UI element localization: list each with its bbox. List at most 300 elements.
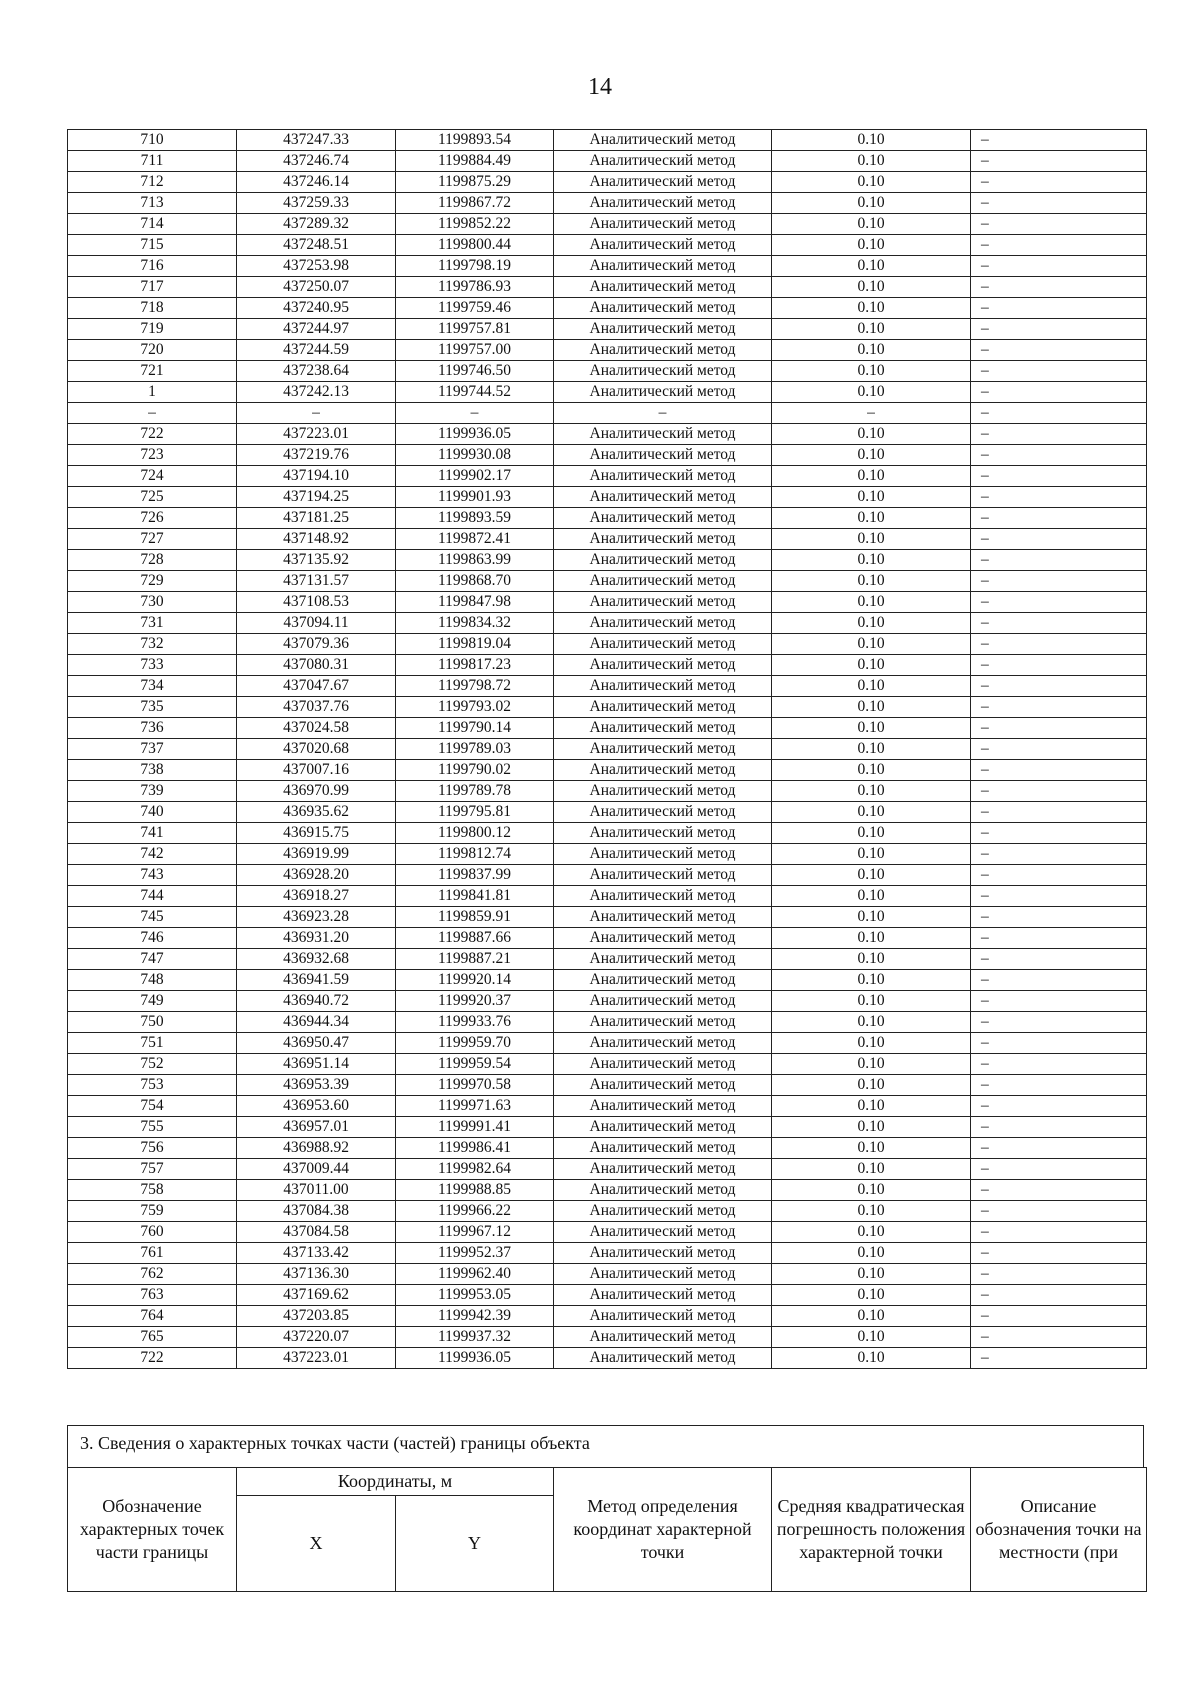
cell-method: Аналитический метод	[554, 214, 772, 235]
table-row	[68, 298, 1147, 319]
cell-point: 746	[68, 928, 237, 949]
cell-error: 0.10	[772, 886, 971, 907]
cell-y: 1199859.91	[396, 907, 554, 928]
cell-point: 715	[68, 235, 237, 256]
cell-error: 0.10	[772, 571, 971, 592]
cell-method: Аналитический метод	[554, 613, 772, 634]
header-x: X	[237, 1496, 396, 1592]
table-row	[68, 718, 1147, 739]
cell-description: –	[971, 466, 1147, 487]
cell-error: 0.10	[772, 718, 971, 739]
cell-y: 1199933.76	[396, 1012, 554, 1033]
cell-error: 0.10	[772, 655, 971, 676]
cell-x: 437246.74	[237, 151, 396, 172]
table-row	[68, 802, 1147, 823]
cell-point: 765	[68, 1327, 237, 1348]
header-method: Метод определения координат характерной точки	[554, 1468, 772, 1592]
cell-y: 1199819.04	[396, 634, 554, 655]
cell-point: 754	[68, 1096, 237, 1117]
cell-description: –	[971, 1075, 1147, 1096]
cell-description: –	[971, 277, 1147, 298]
cell-description: –	[971, 1054, 1147, 1075]
cell-x: 437020.68	[237, 739, 396, 760]
cell-x: 437047.67	[237, 676, 396, 697]
cell-error: 0.10	[772, 529, 971, 550]
cell-method: Аналитический метод	[554, 1306, 772, 1327]
cell-y: 1199962.40	[396, 1264, 554, 1285]
cell-description: –	[971, 1138, 1147, 1159]
cell-y: 1199841.81	[396, 886, 554, 907]
cell-error: 0.10	[772, 298, 971, 319]
cell-y: 1199847.98	[396, 592, 554, 613]
cell-x: 437079.36	[237, 634, 396, 655]
cell-method: Аналитический метод	[554, 1033, 772, 1054]
cell-description: –	[971, 193, 1147, 214]
cell-description: –	[971, 424, 1147, 445]
cell-error: 0.10	[772, 781, 971, 802]
cell-description: –	[971, 739, 1147, 760]
cell-x: 436941.59	[237, 970, 396, 991]
cell-x: 437094.11	[237, 613, 396, 634]
cell-point: 756	[68, 1138, 237, 1159]
cell-point: 734	[68, 676, 237, 697]
table-row	[68, 466, 1147, 487]
cell-method: Аналитический метод	[554, 886, 772, 907]
cell-x: 437253.98	[237, 256, 396, 277]
table-row	[68, 1012, 1147, 1033]
cell-x: 437223.01	[237, 1348, 396, 1369]
cell-method: Аналитический метод	[554, 970, 772, 991]
cell-description: –	[971, 760, 1147, 781]
cell-error: 0.10	[772, 1033, 971, 1054]
table-row	[68, 487, 1147, 508]
cell-description: –	[971, 172, 1147, 193]
cell-x: 436915.75	[237, 823, 396, 844]
cell-y: 1199795.81	[396, 802, 554, 823]
cell-description: –	[971, 445, 1147, 466]
cell-method: Аналитический метод	[554, 760, 772, 781]
cell-error: 0.10	[772, 550, 971, 571]
cell-description: –	[971, 235, 1147, 256]
cell-y: 1199867.72	[396, 193, 554, 214]
cell-x: 436918.27	[237, 886, 396, 907]
table-row	[68, 319, 1147, 340]
cell-y: 1199901.93	[396, 487, 554, 508]
cell-x: 437133.42	[237, 1243, 396, 1264]
cell-error: 0.10	[772, 340, 971, 361]
cell-x: 437247.33	[237, 130, 396, 151]
cell-y: 1199793.02	[396, 697, 554, 718]
cell-y: 1199971.63	[396, 1096, 554, 1117]
cell-error: 0.10	[772, 214, 971, 235]
cell-description: –	[971, 844, 1147, 865]
cell-x: 437007.16	[237, 760, 396, 781]
cell-method: Аналитический метод	[554, 550, 772, 571]
cell-description: –	[971, 655, 1147, 676]
cell-description: –	[971, 340, 1147, 361]
cell-y: 1199991.41	[396, 1117, 554, 1138]
table-row	[68, 613, 1147, 634]
table-row	[68, 361, 1147, 382]
table-row	[68, 151, 1147, 172]
cell-description: –	[971, 718, 1147, 739]
cell-point: 744	[68, 886, 237, 907]
cell-method: Аналитический метод	[554, 340, 772, 361]
cell-x: 437194.10	[237, 466, 396, 487]
cell-error: 0.10	[772, 760, 971, 781]
cell-error: 0.10	[772, 823, 971, 844]
cell-point: 761	[68, 1243, 237, 1264]
cell-point: 726	[68, 508, 237, 529]
cell-error: 0.10	[772, 1306, 971, 1327]
cell-x: 436951.14	[237, 1054, 396, 1075]
cell-error: 0.10	[772, 1264, 971, 1285]
cell-point: 755	[68, 1117, 237, 1138]
cell-y: 1199800.44	[396, 235, 554, 256]
cell-point: 729	[68, 571, 237, 592]
cell-x: 437244.59	[237, 340, 396, 361]
cell-x: 436940.72	[237, 991, 396, 1012]
cell-error: 0.10	[772, 1201, 971, 1222]
cell-error: 0.10	[772, 676, 971, 697]
cell-description: –	[971, 949, 1147, 970]
table-row	[68, 1285, 1147, 1306]
section-title: 3. Сведения о характерных точках части (частей) границы объекта	[67, 1425, 1144, 1467]
cell-description: –	[971, 487, 1147, 508]
cell-error: 0.10	[772, 466, 971, 487]
cell-error: 0.10	[772, 802, 971, 823]
cell-y: 1199982.64	[396, 1159, 554, 1180]
cell-y: 1199967.12	[396, 1222, 554, 1243]
cell-error: 0.10	[772, 634, 971, 655]
cell-x: 436970.99	[237, 781, 396, 802]
cell-point: 711	[68, 151, 237, 172]
table-row	[68, 214, 1147, 235]
cell-method: Аналитический метод	[554, 844, 772, 865]
cell-x: 436919.99	[237, 844, 396, 865]
cell-method: Аналитический метод	[554, 277, 772, 298]
cell-method: Аналитический метод	[554, 235, 772, 256]
cell-method: Аналитический метод	[554, 1264, 772, 1285]
cell-method: Аналитический метод	[554, 634, 772, 655]
cell-y: 1199800.12	[396, 823, 554, 844]
cell-method: Аналитический метод	[554, 1012, 772, 1033]
table-row	[68, 1306, 1147, 1327]
points-header-table	[67, 1467, 1147, 1592]
cell-x: 437203.85	[237, 1306, 396, 1327]
cell-y: 1199887.21	[396, 949, 554, 970]
cell-point: 721	[68, 361, 237, 382]
cell-description: –	[971, 1306, 1147, 1327]
cell-x: 437135.92	[237, 550, 396, 571]
cell-description: –	[971, 1033, 1147, 1054]
cell-method: Аналитический метод	[554, 487, 772, 508]
cell-description: –	[971, 529, 1147, 550]
cell-x: 436953.60	[237, 1096, 396, 1117]
cell-point: 757	[68, 1159, 237, 1180]
cell-x: 437009.44	[237, 1159, 396, 1180]
cell-method: Аналитический метод	[554, 130, 772, 151]
cell-error: 0.10	[772, 1243, 971, 1264]
cell-y: 1199863.99	[396, 550, 554, 571]
cell-x: 437248.51	[237, 235, 396, 256]
cell-method: Аналитический метод	[554, 1138, 772, 1159]
cell-x: 437181.25	[237, 508, 396, 529]
cell-y: 1199887.66	[396, 928, 554, 949]
cell-point: 759	[68, 1201, 237, 1222]
cell-method: Аналитический метод	[554, 361, 772, 382]
table-row	[68, 886, 1147, 907]
cell-method: Аналитический метод	[554, 1348, 772, 1369]
table-row	[68, 550, 1147, 571]
cell-error: 0.10	[772, 949, 971, 970]
cell-x: 437131.57	[237, 571, 396, 592]
cell-y: 1199837.99	[396, 865, 554, 886]
cell-y: 1199884.49	[396, 151, 554, 172]
cell-point: 728	[68, 550, 237, 571]
table-row	[68, 907, 1147, 928]
table-row	[68, 1033, 1147, 1054]
cell-point: 713	[68, 193, 237, 214]
cell-y: 1199798.19	[396, 256, 554, 277]
cell-point: 764	[68, 1306, 237, 1327]
cell-point: 725	[68, 487, 237, 508]
cell-error: 0.10	[772, 1012, 971, 1033]
cell-error: 0.10	[772, 319, 971, 340]
table-row	[68, 676, 1147, 697]
cell-description: –	[971, 1159, 1147, 1180]
cell-point: 751	[68, 1033, 237, 1054]
cell-error: 0.10	[772, 1348, 971, 1369]
coordinates-table	[67, 129, 1147, 1369]
cell-description: –	[971, 508, 1147, 529]
cell-error: 0.10	[772, 361, 971, 382]
cell-y: 1199834.32	[396, 613, 554, 634]
table-row	[68, 235, 1147, 256]
cell-description: –	[971, 1117, 1147, 1138]
cell-point: 731	[68, 613, 237, 634]
cell-description: –	[971, 991, 1147, 1012]
cell-error: 0.10	[772, 739, 971, 760]
cell-point: 727	[68, 529, 237, 550]
cell-x: 437037.76	[237, 697, 396, 718]
cell-description: –	[971, 1243, 1147, 1264]
cell-point: 743	[68, 865, 237, 886]
cell-error: 0.10	[772, 1138, 971, 1159]
cell-error: 0.10	[772, 592, 971, 613]
cell-error: 0.10	[772, 1180, 971, 1201]
cell-method: Аналитический метод	[554, 424, 772, 445]
cell-method: Аналитический метод	[554, 991, 772, 1012]
cell-x: 437223.01	[237, 424, 396, 445]
cell-method: Аналитический метод	[554, 865, 772, 886]
cell-x: 437024.58	[237, 718, 396, 739]
cell-x: –	[237, 403, 396, 424]
table-row	[68, 193, 1147, 214]
cell-y: 1199952.37	[396, 1243, 554, 1264]
table-row	[68, 1222, 1147, 1243]
cell-x: 436935.62	[237, 802, 396, 823]
cell-x: 437246.14	[237, 172, 396, 193]
cell-y: 1199744.52	[396, 382, 554, 403]
cell-point: 737	[68, 739, 237, 760]
cell-description: –	[971, 1348, 1147, 1369]
cell-x: 436928.20	[237, 865, 396, 886]
cell-method: Аналитический метод	[554, 823, 772, 844]
cell-error: 0.10	[772, 487, 971, 508]
header-coordinates: Координаты, м	[237, 1468, 554, 1496]
cell-method: Аналитический метод	[554, 676, 772, 697]
cell-x: 436932.68	[237, 949, 396, 970]
cell-method: Аналитический метод	[554, 193, 772, 214]
cell-point: 736	[68, 718, 237, 739]
cell-description: –	[971, 1264, 1147, 1285]
cell-y: 1199757.00	[396, 340, 554, 361]
table-row	[68, 403, 1147, 424]
cell-x: 437011.00	[237, 1180, 396, 1201]
table-row	[68, 1075, 1147, 1096]
cell-method: Аналитический метод	[554, 466, 772, 487]
cell-method: Аналитический метод	[554, 1201, 772, 1222]
cell-description: –	[971, 151, 1147, 172]
cell-method: Аналитический метод	[554, 739, 772, 760]
cell-y: 1199988.85	[396, 1180, 554, 1201]
cell-method: Аналитический метод	[554, 319, 772, 340]
cell-description: –	[971, 1096, 1147, 1117]
cell-description: –	[971, 382, 1147, 403]
cell-y: 1199852.22	[396, 214, 554, 235]
cell-error: 0.10	[772, 130, 971, 151]
table-row	[68, 445, 1147, 466]
cell-error: 0.10	[772, 445, 971, 466]
cell-x: 437238.64	[237, 361, 396, 382]
table-row	[68, 340, 1147, 361]
cell-y: 1199953.05	[396, 1285, 554, 1306]
cell-error: 0.10	[772, 424, 971, 445]
table-row	[68, 760, 1147, 781]
cell-description: –	[971, 130, 1147, 151]
cell-y: 1199937.32	[396, 1327, 554, 1348]
table-row	[68, 991, 1147, 1012]
cell-description: –	[971, 1012, 1147, 1033]
cell-description: –	[971, 214, 1147, 235]
cell-y: 1199798.72	[396, 676, 554, 697]
coordinates-table-body	[68, 130, 1147, 1369]
cell-method: Аналитический метод	[554, 718, 772, 739]
cell-description: –	[971, 676, 1147, 697]
cell-error: 0.10	[772, 613, 971, 634]
cell-y: 1199790.14	[396, 718, 554, 739]
cell-method: Аналитический метод	[554, 907, 772, 928]
cell-description: –	[971, 571, 1147, 592]
cell-method: Аналитический метод	[554, 571, 772, 592]
cell-point: 740	[68, 802, 237, 823]
cell-error: 0.10	[772, 970, 971, 991]
cell-description: –	[971, 823, 1147, 844]
cell-y: 1199893.54	[396, 130, 554, 151]
cell-error: 0.10	[772, 928, 971, 949]
cell-y: 1199966.22	[396, 1201, 554, 1222]
cell-method: Аналитический метод	[554, 508, 772, 529]
table-row	[68, 1159, 1147, 1180]
table-row	[68, 970, 1147, 991]
cell-x: 437289.32	[237, 214, 396, 235]
cell-point: 753	[68, 1075, 237, 1096]
cell-point: 719	[68, 319, 237, 340]
cell-point: 714	[68, 214, 237, 235]
cell-point: 718	[68, 298, 237, 319]
cell-description: –	[971, 907, 1147, 928]
header-point-designation: Обозначение характерных точек части границы	[68, 1468, 237, 1592]
cell-method: Аналитический метод	[554, 1159, 772, 1180]
cell-error: 0.10	[772, 1075, 971, 1096]
cell-x: 436953.39	[237, 1075, 396, 1096]
cell-point: 745	[68, 907, 237, 928]
table-row	[68, 1138, 1147, 1159]
table-row	[68, 823, 1147, 844]
cell-error: 0.10	[772, 907, 971, 928]
cell-error: 0.10	[772, 508, 971, 529]
cell-point: 717	[68, 277, 237, 298]
cell-y: 1199902.17	[396, 466, 554, 487]
table-row	[68, 571, 1147, 592]
cell-error: 0.10	[772, 1327, 971, 1348]
cell-point: 723	[68, 445, 237, 466]
cell-description: –	[971, 298, 1147, 319]
cell-method: Аналитический метод	[554, 697, 772, 718]
cell-error: 0.10	[772, 1222, 971, 1243]
cell-y: 1199872.41	[396, 529, 554, 550]
cell-x: 437148.92	[237, 529, 396, 550]
cell-y: 1199759.46	[396, 298, 554, 319]
cell-method: Аналитический метод	[554, 1096, 772, 1117]
cell-y: 1199970.58	[396, 1075, 554, 1096]
cell-description: –	[971, 256, 1147, 277]
cell-y: 1199790.02	[396, 760, 554, 781]
cell-error: 0.10	[772, 844, 971, 865]
cell-error: 0.10	[772, 277, 971, 298]
table-row	[68, 508, 1147, 529]
header-description: Описание обозначения точки на местности (при	[971, 1468, 1147, 1592]
cell-description: –	[971, 1201, 1147, 1222]
table-row	[68, 1243, 1147, 1264]
cell-description: –	[971, 928, 1147, 949]
cell-y: 1199959.70	[396, 1033, 554, 1054]
cell-error: 0.10	[772, 991, 971, 1012]
cell-point: 741	[68, 823, 237, 844]
cell-method: Аналитический метод	[554, 802, 772, 823]
cell-x: 437084.38	[237, 1201, 396, 1222]
cell-x: 437194.25	[237, 487, 396, 508]
table-row	[68, 130, 1147, 151]
cell-method: Аналитический метод	[554, 592, 772, 613]
cell-point: 747	[68, 949, 237, 970]
table-row	[68, 1054, 1147, 1075]
cell-y: 1199930.08	[396, 445, 554, 466]
cell-description: –	[971, 970, 1147, 991]
table-row	[68, 1096, 1147, 1117]
cell-description: –	[971, 1327, 1147, 1348]
table-row	[68, 529, 1147, 550]
cell-x: 437242.13	[237, 382, 396, 403]
cell-point: 733	[68, 655, 237, 676]
cell-y: 1199920.14	[396, 970, 554, 991]
cell-error: 0.10	[772, 697, 971, 718]
cell-method: Аналитический метод	[554, 655, 772, 676]
cell-x: 436957.01	[237, 1117, 396, 1138]
cell-description: –	[971, 403, 1147, 424]
table-row	[68, 928, 1147, 949]
